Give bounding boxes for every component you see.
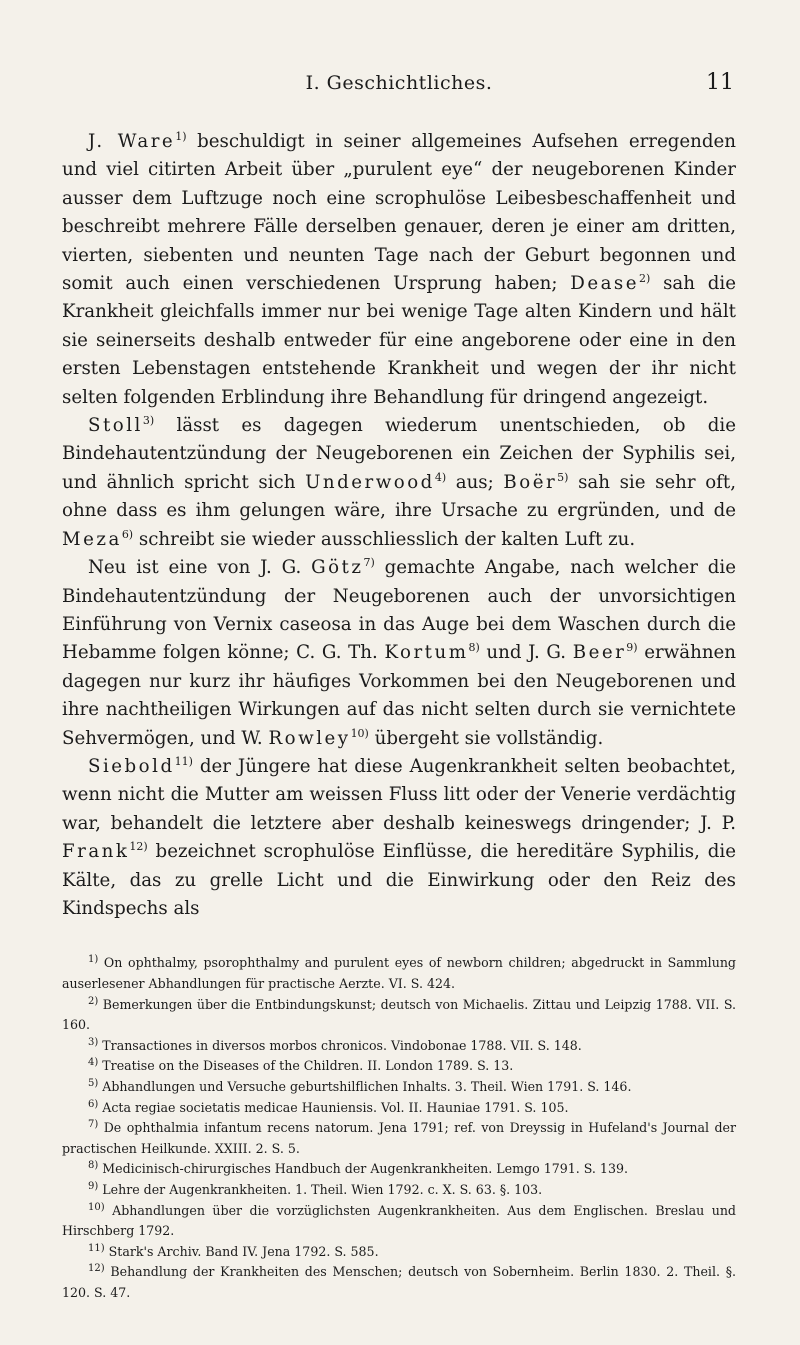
text-run: erwähnen dagegen nur kurz ihr häufiges Vorkommen bei den Neugeborenen und ihre nachtheiligen Wirkungen auf das nicht selten durch sie vernichtete Sehvermögen, und W. — [62, 642, 737, 749]
text-run: bezeichnet scrophulöse Einflüsse, die hereditäre Syphilis, die Kälte, das zu grelle Licht und die Einwirkung oder den Reiz des Kindspechs als — [62, 841, 736, 919]
footnote-reference: 6) — [121, 527, 134, 541]
paragraph — [62, 128, 736, 412]
text-run: sah die Krankheit gleichfalls immer nur bei wenige Tage alten Kindern und hält sie seinerseits deshalb entweder für eine angeborene oder eine in den ersten Lebenstagen entstehende Krankheit und wegen der ihr nicht selten folgenden Erblindung ihre Behandlung für dringend angezeigt. — [62, 273, 736, 408]
footnote-text: On ophthalmy, psorophthalmy and purulent eyes of newborn children; abgedruckt in Sammlung auserlesener Abhandlungen für practische Aerzte. VI. S. 424. — [62, 955, 736, 991]
footnote-text: Transactiones in diversos morbos chronicos. Vindobonae 1788. VII. S. 148. — [98, 1037, 582, 1053]
footnote — [62, 953, 736, 994]
author-name: Boër — [503, 471, 558, 493]
text-run: gemachte Angabe, nach welcher die Bindehautentzündung der Neugeborenen auch der unvorsichtigen Einführung von Vernix caseosa in das Auge bei dem Waschen durch die Hebamme folgen könne; C. G. Th. — [62, 557, 737, 664]
text-run: übergeht sie vollständig. — [368, 727, 604, 749]
footnote-reference: 3) — [142, 414, 155, 428]
footnote-reference: 11) — [174, 754, 193, 768]
text-run: schreibt sie wieder ausschliesslich der kalten Luft zu. — [133, 528, 636, 550]
author-name: Beer — [572, 642, 627, 664]
footnote-text: Stark's Archiv. Band IV. Jena 1792. S. 585. — [104, 1243, 379, 1259]
footnote-text: Behandlung der Krankheiten des Menschen; deutsch von Sobernheim. Berlin 1830. 2. Theil. §. 120. S. 47. — [62, 1264, 736, 1300]
footnote-reference: 1) — [175, 130, 187, 143]
footnote-reference: 10) — [350, 726, 369, 740]
author-name: Götz — [311, 557, 364, 579]
footnote-number: 6) — [88, 1098, 99, 1110]
footnote — [62, 1056, 736, 1077]
footnote-reference: 2) — [639, 272, 651, 286]
footnote-number: 9) — [88, 1180, 99, 1192]
footnote-number: 10) — [88, 1201, 105, 1213]
footnote — [62, 1201, 736, 1242]
page-number: 11 — [706, 70, 734, 95]
main-text — [62, 128, 736, 923]
footnote-text: Abhandlungen und Versuche geburtshilflichen Inhalts. 3. Theil. Wien 1791. S. 146. — [98, 1078, 632, 1094]
footnote-number: 12) — [88, 1263, 105, 1275]
footnote — [62, 995, 736, 1036]
paragraph — [62, 412, 736, 554]
footnote-number: 8) — [88, 1160, 99, 1172]
author-name: Meza — [62, 528, 122, 550]
footnote — [62, 1077, 736, 1098]
page-header — [62, 72, 736, 106]
author-name: Frank — [62, 841, 130, 863]
footnote-text: Acta regiae societatis medicae Hauniensis. Vol. II. Hauniae 1791. S. 105. — [98, 1099, 569, 1115]
footnote-number: 7) — [88, 1119, 99, 1131]
paragraph — [62, 753, 736, 923]
text-run: Neu ist eine von J. G. — [88, 557, 312, 579]
footnote-text: Medicinisch-chirurgisches Handbuch der Augenkrankheiten. Lemgo 1791. S. 139. — [98, 1161, 628, 1177]
author-name: Rowley — [268, 727, 351, 749]
text-run: sah sie sehr oft, ohne dass es ihm gelungen wäre, ihre Ursache zu ergründen, und de — [62, 471, 736, 522]
footnote-number: 3) — [88, 1036, 99, 1048]
running-head: I. Geschichtliches. — [305, 72, 493, 94]
text-run: aus; — [446, 471, 504, 493]
footnote-text: Treatise on the Diseases of the Children. II. London 1789. S. 13. — [98, 1058, 514, 1074]
footnote — [62, 1262, 736, 1303]
footnote-number: 11) — [88, 1242, 105, 1254]
footnote-number: 5) — [88, 1077, 99, 1089]
footnote — [62, 1159, 736, 1180]
footnote-reference: 7) — [363, 556, 375, 570]
footnote — [62, 1118, 736, 1159]
text-run: und J. G. — [479, 642, 573, 664]
footnote-number: 1) — [88, 954, 99, 966]
author-name: Kortum — [384, 642, 469, 664]
author-name: Underwood — [305, 471, 435, 493]
footnote-text: Lehre der Augenkrankheiten. 1. Theil. Wien 1792. c. X. S. 63. §. 103. — [98, 1181, 543, 1197]
footnote-text: Bemerkungen über die Entbindungskunst; deutsch von Michaelis. Zittau und Leipzig 1788. VII. S. 160. — [62, 996, 736, 1033]
author-name: Stoll — [88, 415, 143, 437]
author-name: Siebold — [88, 755, 175, 777]
footnote — [62, 1180, 736, 1201]
footnote-text: De ophthalmia infantum recens natorum. Jena 1791; ref. von Dreyssig in Hufeland's Journal der practischen Heilkunde. XXIII. 2. S. 5. — [62, 1120, 736, 1156]
footnote — [62, 1242, 736, 1263]
footnote-number: 4) — [88, 1057, 99, 1069]
footnote — [62, 1098, 736, 1119]
author-name: J. Ware — [88, 131, 176, 152]
footnote-reference: 12) — [129, 840, 148, 854]
author-name: Dease — [570, 273, 640, 295]
footnote-reference: 9) — [626, 641, 638, 655]
footnote-reference: 5) — [557, 470, 569, 484]
footnote-reference: 8) — [468, 641, 480, 655]
text-run: lässt es dagegen wiederum unentschieden, ob die Bindehautentzündung der Neugeborenen ein Zeichen der Syphilis sei, und ähnlich spricht sich — [62, 415, 736, 493]
footnote — [62, 1036, 736, 1057]
footnote-text: Abhandlungen über die vorzüglichsten Augenkrankheiten. Aus dem Englischen. Breslau und Hirschberg 1792. — [62, 1202, 736, 1239]
footnote-number: 2) — [88, 995, 99, 1007]
footnotes — [62, 953, 736, 1303]
text-run: der Jüngere hat diese Augenkrankheit selten beobachtet, wenn nicht die Mutter am weissen Fluss litt oder der Venerie verdächtig war, behandelt die letztere aber deshalb keineswegs dringender; J. P. — [62, 755, 736, 834]
footnote-reference: 4) — [434, 470, 447, 484]
paragraph — [62, 554, 736, 753]
text-run: beschuldigt in seiner allgemeines Aufsehen erregenden und viel citirten Arbeit über „purulent eye“ der neugeborenen Kinder ausser dem Luftzuge noch eine scrophulöse Leibesbeschaffenheit und beschreibt mehrere Fälle derselben genauer, deren je einer am dritten, vierten, siebenten und neunten Tage nach der Geburt begonnen und somit auch einen verschiedenen Ursprung haben; — [62, 131, 736, 295]
